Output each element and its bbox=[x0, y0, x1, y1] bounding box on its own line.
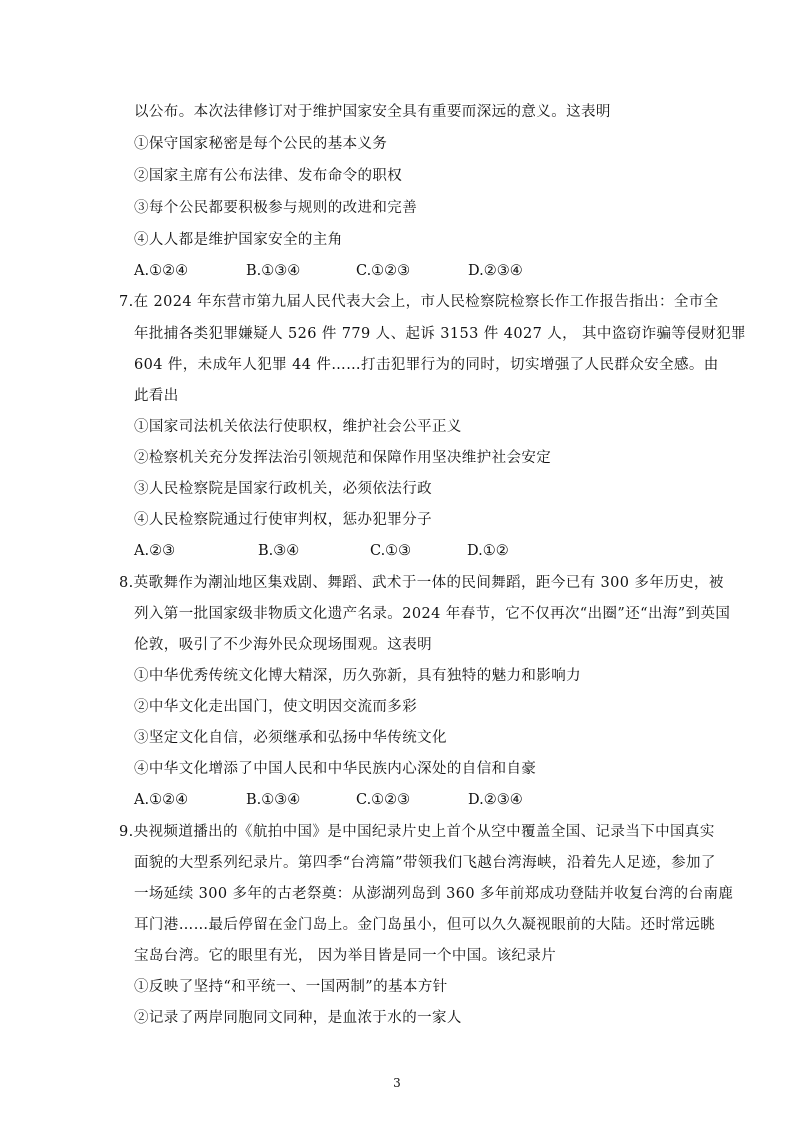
q8-item-4: ④中华文化增添了中国人民和中华民族内心深处的自信和自豪 bbox=[134, 761, 537, 777]
q7-item-3: ③人民检察院是国家行政机关，必须依法行政 bbox=[134, 481, 432, 497]
q7-stem-line-1: 7.在 2024 年东营市第九届人民代表大会上，市人民检察院检察长作工作报告指出：全市全 bbox=[119, 294, 719, 310]
q6-option-b: B.①③④ bbox=[246, 263, 301, 279]
q6-item-3: ③每个公民都要积极参与规则的改进和完善 bbox=[134, 200, 418, 216]
q7-option-c: C.①③ bbox=[370, 543, 412, 559]
q6-item-2: ②国家主席有公布法律、发布命令的职权 bbox=[134, 168, 403, 184]
q7-stem-line-2: 年批捕各类犯罪嫌疑人 526 件 779 人、起诉 3153 件 4027 人， 其中盗窃诈骗等侵财犯罪 bbox=[134, 326, 746, 342]
q6-item-4: ④人人都是维护国家安全的主角 bbox=[134, 232, 343, 248]
q6-option-d: D.②③④ bbox=[468, 263, 523, 279]
q8-option-a: A.①②④ bbox=[134, 792, 189, 808]
q8-item-3: ③坚定文化自信，必须继承和弘扬中华传统文化 bbox=[134, 730, 447, 746]
q8-stem-line-2: 列入第一批国家级非物质文化遗产名录。2024 年春节，它不仅再次“出圈”还“出海”到英国 bbox=[134, 606, 731, 622]
q6-option-a: A.①②④ bbox=[134, 263, 189, 279]
q8-stem-line-3: 伦敦，吸引了不少海外民众现场围观。这表明 bbox=[134, 637, 432, 653]
q6-option-c: C.①②③ bbox=[356, 263, 411, 279]
q8-option-c: C.①②③ bbox=[356, 792, 411, 808]
q7-option-d: D.①② bbox=[467, 543, 509, 559]
q9-stem-line-5: 宝岛台湾。它的眼里有光， 因为举目皆是同一个中国。该纪录片 bbox=[134, 948, 557, 964]
q9-item-1: ①反映了坚持“和平统一、一国两制”的基本方针 bbox=[134, 979, 448, 995]
q6-item-1: ①保守国家秘密是每个公民的基本义务 bbox=[134, 136, 388, 152]
q7-stem-line-3: 604 件，未成年人犯罪 44 件……打击犯罪行为的同时，切实增强了人民群众安全感。由 bbox=[134, 357, 719, 373]
q8-option-d: D.②③④ bbox=[468, 792, 523, 808]
q8-option-b: B.①③④ bbox=[246, 792, 301, 808]
q9-stem-line-1: 9.央视频道播出的《航拍中国》是中国纪录片史上首个从空中覆盖全国、记录当下中国真实 bbox=[119, 824, 715, 840]
q6-stem-tail: 以公布。本次法律修订对于维护国家安全具有重要而深远的意义。这表明 bbox=[134, 104, 611, 120]
q8-item-1: ①中华优秀传统文化博大精深，历久弥新，具有独特的魅力和影响力 bbox=[134, 668, 581, 684]
q7-item-4: ④人民检察院通过行使审判权，惩办犯罪分子 bbox=[134, 512, 432, 528]
q8-stem-line-1: 8.英歌舞作为潮汕地区集戏剧、舞蹈、武术于一体的民间舞蹈，距今已有 300 多年历史，被 bbox=[119, 575, 724, 591]
q8-item-2: ②中华文化走出国门，使文明因交流而多彩 bbox=[134, 699, 418, 715]
q9-item-2: ②记录了两岸同胞同文同种，是血浓于水的一家人 bbox=[134, 1010, 462, 1026]
q7-option-a: A.②③ bbox=[134, 543, 176, 559]
q9-stem-line-2: 面貌的大型系列纪录片。第四季“台湾篇”带领我们飞越台湾海峡，沿着先人足迹，参加了 bbox=[134, 855, 716, 871]
q7-item-1: ①国家司法机关依法行使职权，维护社会公平正义 bbox=[134, 419, 462, 435]
q9-stem-line-3: 一场延续 300 多年的古老祭奠：从澎湖列岛到 360 多年前郑成功登陆并收复台湾的台南鹿 bbox=[134, 886, 734, 902]
q7-item-2: ②检察机关充分发挥法治引领规范和保障作用坚决维护社会安定 bbox=[134, 450, 552, 466]
q7-option-b: B.③④ bbox=[258, 543, 300, 559]
q7-stem-line-4: 此看出 bbox=[134, 388, 179, 404]
page-number: 3 bbox=[393, 1076, 401, 1090]
q9-stem-line-4: 耳门港……最后停留在金门岛上。金门岛虽小，但可以久久凝视眼前的大陆。还时常远眺 bbox=[134, 917, 716, 933]
